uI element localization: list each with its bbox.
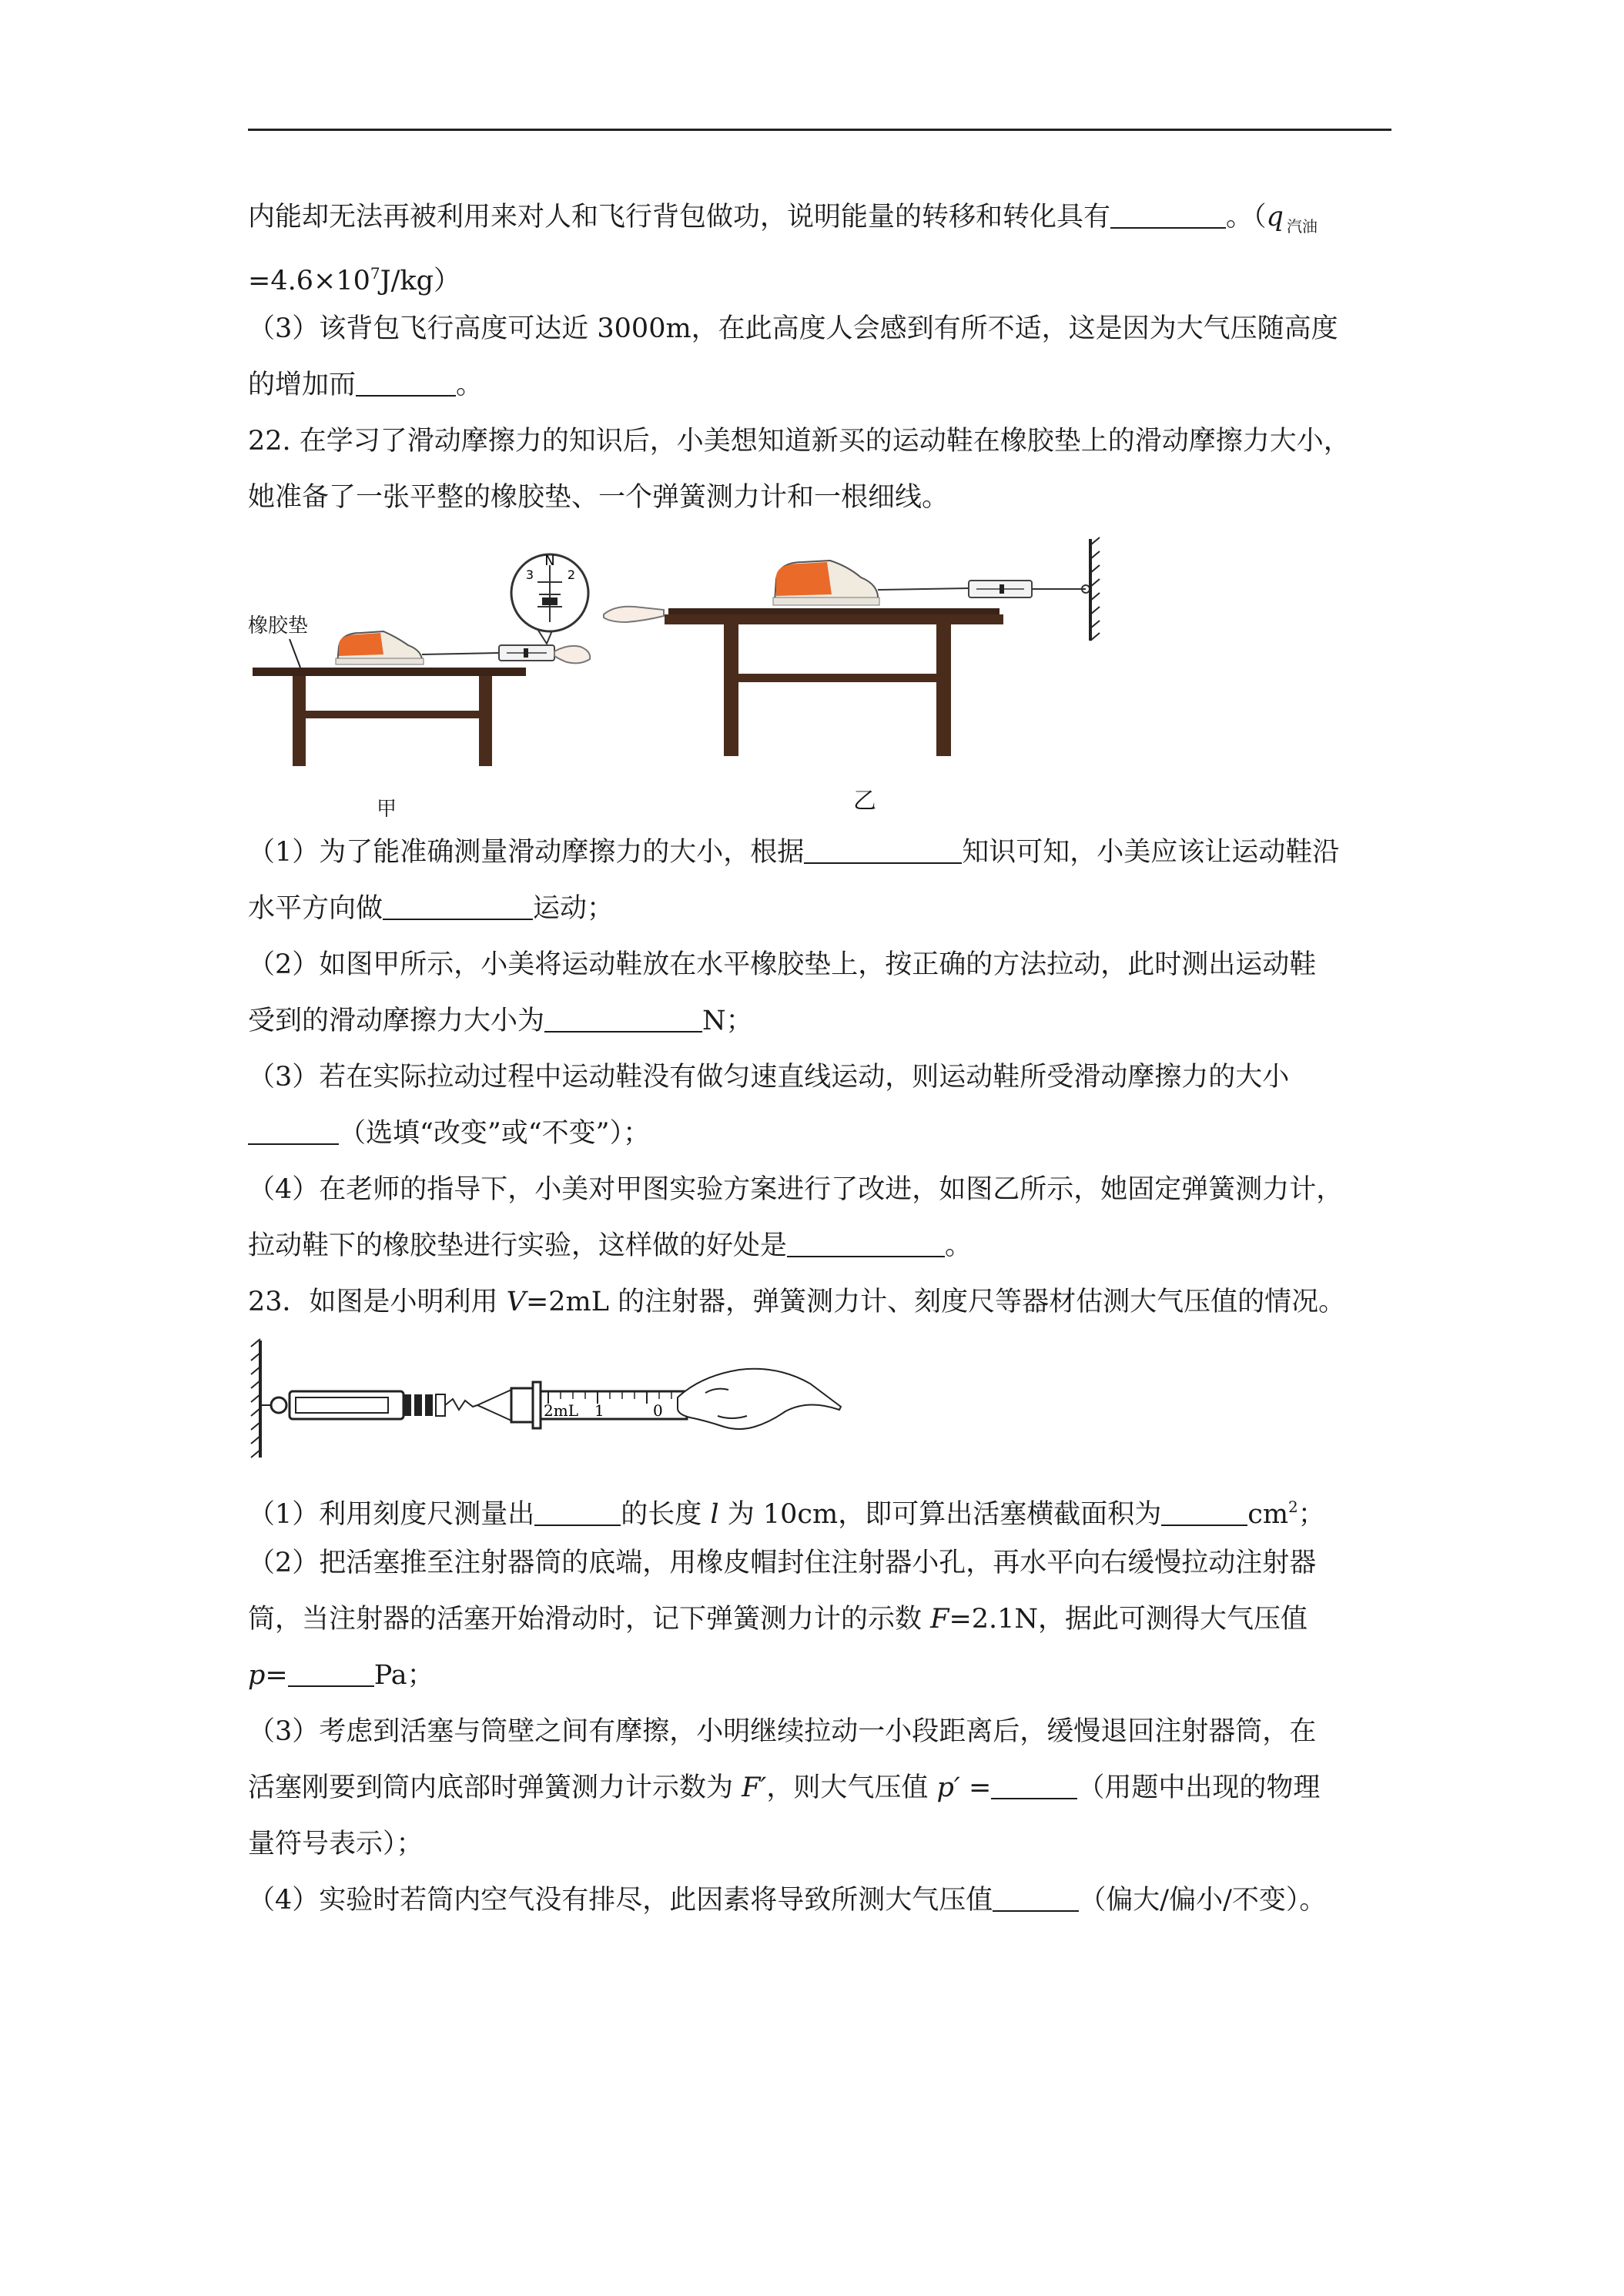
- q22-blank-1[interactable]: [804, 836, 962, 864]
- q21-line1: 内能却无法再被利用来对人和飞行背包做功，说明能量的转移和转化具有 。（q $_{汽油}$: [248, 202, 1318, 236]
- dial-callout: [511, 553, 588, 644]
- shoe-jia: [336, 631, 424, 664]
- syringe-label-2ml: 2mL: [544, 1401, 578, 1420]
- syringe-experiment-figure: [246, 1336, 847, 1467]
- label-rubber-mat: 橡胶垫: [248, 614, 309, 638]
- q23-blank-2[interactable]: [1161, 1498, 1247, 1526]
- label-yi: 乙: [853, 788, 876, 815]
- q23-p1: （1）利用刻度尺测量出 的长度 l 为 10cm，即可算出活塞横截面积为 $cm^2$；: [248, 1498, 1325, 1530]
- q23-p4: （4）实验时若筒内空气没有排尽，此因素将导致所测大气压值 （偏大/偏小/不变）。: [248, 1885, 1327, 1916]
- spring-scale-syringe: [260, 1391, 445, 1419]
- mat-pointer: [290, 639, 300, 668]
- q23-blank-4[interactable]: [991, 1772, 1077, 1799]
- q22-p3-line2: （选填“改变”或“不变”）；: [248, 1115, 650, 1152]
- q23-p3-line2: 活塞刚要到筒内底部时弹簧测力计示数为 F′，则大气压值 p′ = （用题中出现的物理: [248, 1772, 1321, 1803]
- q22-blank-3[interactable]: [544, 1005, 702, 1033]
- q21-line2: $=4.6\times 10^7J/kg$）: [248, 264, 461, 296]
- q22-p1-line1: （1）为了能准确测量滑动摩擦力的大小，根据 知识可知，小美应该让运动鞋沿: [248, 837, 1340, 868]
- spring-scale-yi: [969, 581, 1090, 597]
- table-yi: [665, 608, 1003, 756]
- dial-label-n: N: [544, 553, 555, 569]
- table-jia: [253, 668, 526, 766]
- q22-intro-line2: 她准备了一张平整的橡胶垫、一个弹簧测力计和一根细线。: [248, 482, 949, 513]
- q22-p4-line2: 拉动鞋下的橡胶垫进行实验，这样做的好处是 。: [248, 1230, 973, 1261]
- shoe-yi: [773, 561, 879, 605]
- header-rule: [248, 129, 1391, 131]
- q23-intro: 23．如图是小明利用 V=2mL 的注射器，弹簧测力计、刻度尺等器材估测大气压值的情况。: [248, 1287, 1346, 1317]
- q21-blank-2[interactable]: [356, 369, 456, 397]
- hand-jia: [554, 646, 590, 663]
- syringe: [477, 1382, 687, 1428]
- spring-scale-jia: [499, 645, 554, 661]
- q23-p3-line3: 量符号表示）；: [248, 1829, 424, 1859]
- q23-p2-line1: （2）把活塞推至注射器筒的底端，用橡皮帽封住注射器小孔，再水平向右缓慢拉动注射器: [248, 1548, 1317, 1578]
- q23-p3-line1: （3）考虑到活塞与筒壁之间有摩擦，小明继续拉动一小段距离后，缓慢退回注射器筒，在: [248, 1716, 1317, 1747]
- friction-experiment-figure: [245, 531, 1115, 824]
- hand-syringe: [678, 1369, 841, 1429]
- q23-blank-1[interactable]: [534, 1498, 621, 1526]
- q22-blank-5[interactable]: [787, 1230, 945, 1257]
- label-jia: 甲: [377, 798, 397, 821]
- hand-yi: [604, 607, 664, 622]
- q23-blank-5[interactable]: [993, 1884, 1079, 1912]
- syringe-label-0: 0: [653, 1401, 663, 1420]
- dial-label-2: 2: [567, 567, 576, 582]
- q21-p3-line2: 的增加而 。: [248, 370, 484, 400]
- q23-p2-line2: 筒，当注射器的活塞开始滑动时，记下弹簧测力计的示数 F=2.1N，据此可测得大气压值: [248, 1604, 1308, 1635]
- q22-p2-line2: 受到的滑动摩擦力大小为 N；: [248, 1006, 753, 1036]
- q23-p2-line3: p= Pa；: [248, 1660, 434, 1691]
- dial-label-3: 3: [525, 567, 534, 582]
- q22-p4-line1: （4）在老师的指导下，小美对甲图实验方案进行了改进，如图乙所示，她固定弹簧测力计，: [248, 1174, 1344, 1205]
- q22-p2-line1: （2）如图甲所示，小美将运动鞋放在水平橡胶垫上，按正确的方法拉动，此时测出运动鞋: [248, 949, 1317, 980]
- q21-blank-1[interactable]: [1110, 201, 1226, 229]
- wall-syringe: [251, 1339, 260, 1458]
- q22-blank-4[interactable]: [248, 1117, 339, 1145]
- wall-yi: [1090, 537, 1100, 641]
- q22-intro-line1: 22. 在学习了滑动摩擦力的知识后，小美想知道新买的运动鞋在橡胶垫上的滑动摩擦力大小，: [248, 426, 1351, 457]
- q22-blank-2[interactable]: [383, 892, 533, 920]
- q22-p1-line2: 水平方向做 运动；: [248, 893, 614, 924]
- q22-p3-line1: （3）若在实际拉动过程中运动鞋没有做匀速直线运动，则运动鞋所受滑动摩擦力的大小: [248, 1062, 1290, 1093]
- q21-p3-line1: （3）该背包飞行高度可达近 3000m，在此高度人会感到有所不适，这是因为大气压随高度: [248, 313, 1338, 344]
- q23-blank-3[interactable]: [288, 1659, 374, 1687]
- syringe-label-1: 1: [594, 1401, 604, 1420]
